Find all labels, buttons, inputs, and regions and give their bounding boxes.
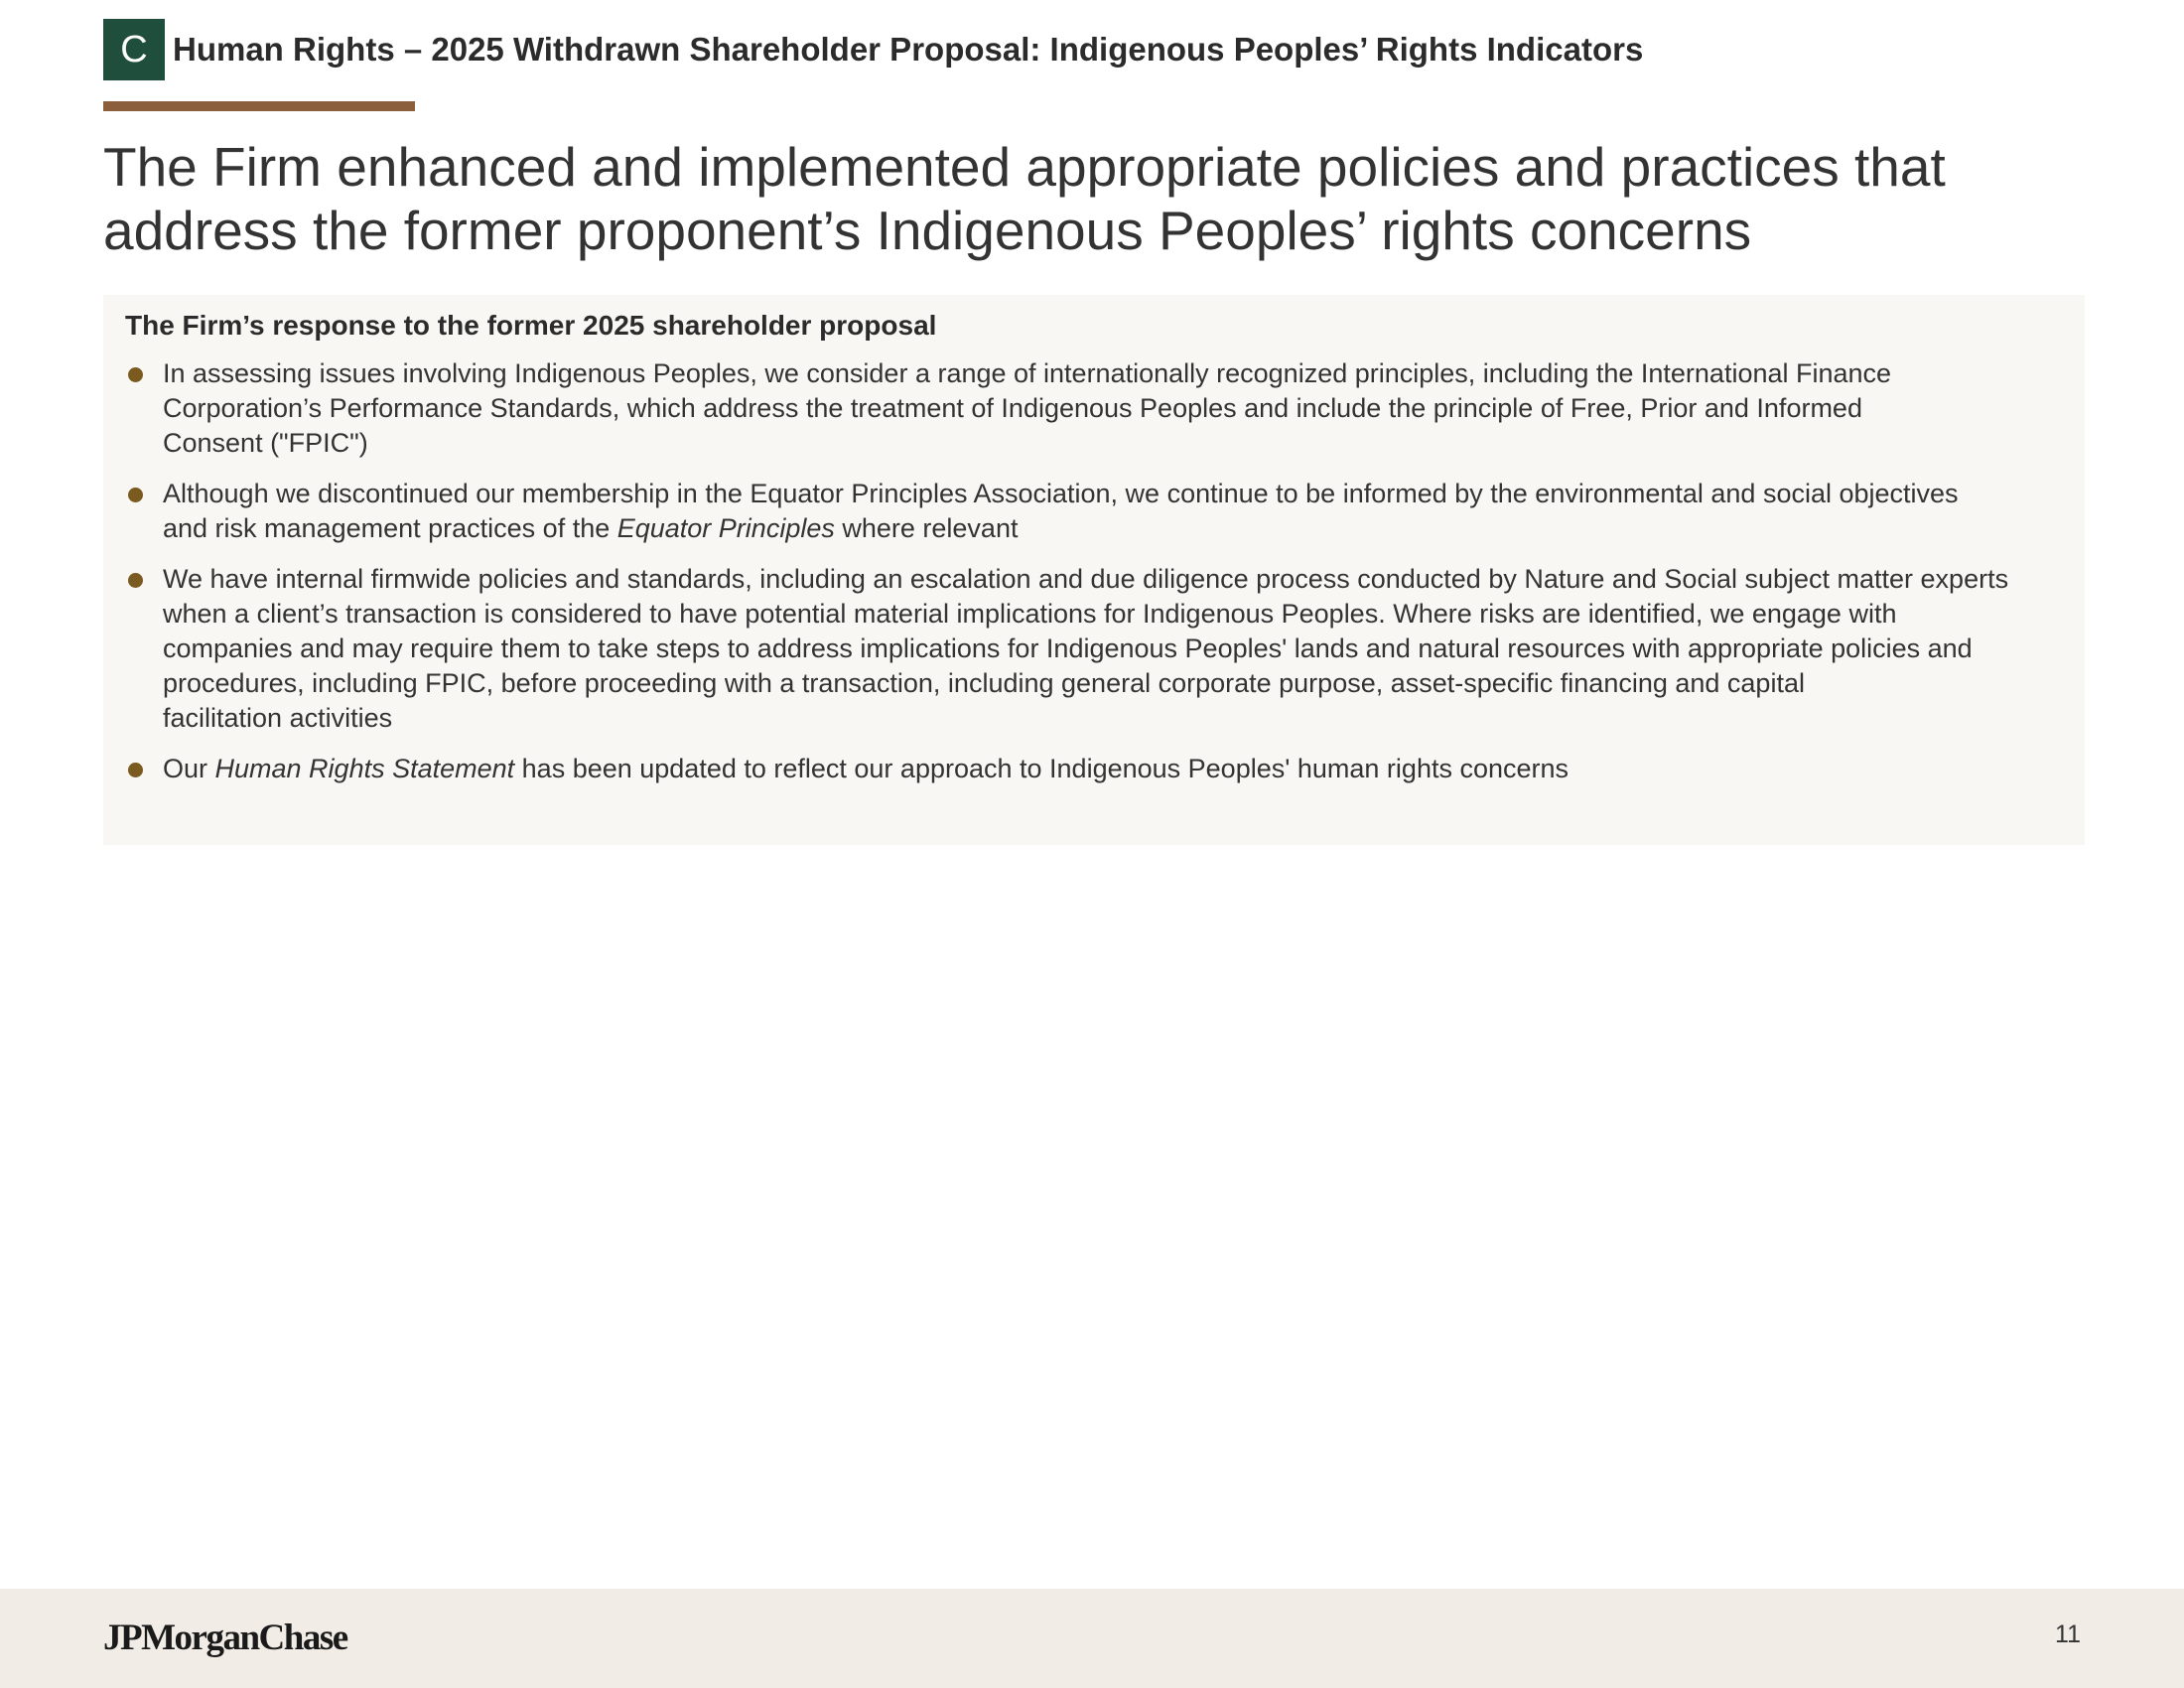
bullet-dot-icon	[128, 763, 143, 777]
bullet-text-4	[163, 754, 1569, 783]
bullet-1-line-2: Corporation’s Performance Standards, which address the treatment of Indigenous Peoples and include the principle of Free, Prior and Informed	[163, 393, 1862, 423]
bullet-2-line-2-start: and risk management practices of the	[163, 513, 617, 543]
page-title	[103, 135, 2089, 262]
equator-principles-title: Equator Principles	[616, 513, 835, 543]
bullet-1-line-3: Consent ("FPIC")	[163, 428, 368, 458]
bullet-4-end: has been updated to reflect our approach to Indigenous Peoples' human rights concerns	[514, 754, 1570, 783]
page-title-line-1: The Firm enhanced and implemented appropriate policies and practices that	[103, 136, 1946, 198]
page-number: 11	[2055, 1620, 2081, 1648]
page-title-line-2: address the former proponent’s Indigenous Peoples’ rights concerns	[103, 200, 1752, 261]
bullet-item-3	[125, 562, 2065, 736]
bullet-dot-icon	[128, 488, 143, 502]
bullet-item-4	[125, 752, 2065, 786]
section-badge: C	[103, 19, 165, 80]
bullet-3-line-2: when a client’s transaction is considered to have potential material implications for Indigenous Peoples. Where risks are identified, we engage with	[163, 599, 1897, 629]
bullet-text-2	[163, 479, 1959, 543]
panel-heading: The Firm’s response to the former 2025 shareholder proposal	[125, 310, 937, 341]
footer	[0, 1589, 2184, 1688]
bullet-3-line-1: We have internal firmwide policies and standards, including an escalation and due diligence process conducted by Nature and Social subject matter experts	[163, 564, 2009, 594]
bullet-item-2	[125, 477, 2065, 546]
slide-header	[103, 19, 1643, 80]
bullet-dot-icon	[128, 367, 143, 382]
bullet-3-line-5: facilitation activities	[163, 703, 393, 733]
bullet-3-line-4: procedures, including FPIC, before proceeding with a transaction, including general corporate purpose, asset-specific financing and capital	[163, 668, 1805, 698]
bullet-2-line-1: Although we discontinued our membership in the Equator Principles Association, we continue to be informed by the environmental and social objectives	[163, 479, 1959, 508]
bullet-text-3	[163, 564, 2008, 733]
section-title: Human Rights – 2025 Withdrawn Shareholder Proposal: Indigenous Peoples’ Rights Indicators	[173, 31, 1644, 68]
bullet-list	[125, 356, 2065, 786]
bullet-4-start: Our	[163, 754, 215, 783]
response-panel	[103, 295, 2085, 845]
accent-bar	[103, 101, 415, 111]
bullet-text-1	[163, 358, 1891, 458]
human-rights-statement-title: Human Rights Statement	[214, 754, 515, 783]
company-logo: JPMorganChase	[103, 1618, 347, 1658]
bullet-dot-icon	[128, 573, 143, 588]
bullet-1-line-1: In assessing issues involving Indigenous Peoples, we consider a range of internationally recognized principles, including the International Finance	[163, 358, 1892, 388]
bullet-2-line-2-end: where relevant	[834, 513, 1019, 543]
bullet-3-line-3: companies and may require them to take steps to address implications for Indigenous Peoples' lands and natural resources with appropriate policies and	[163, 633, 1973, 663]
bullet-item-1	[125, 356, 2065, 461]
